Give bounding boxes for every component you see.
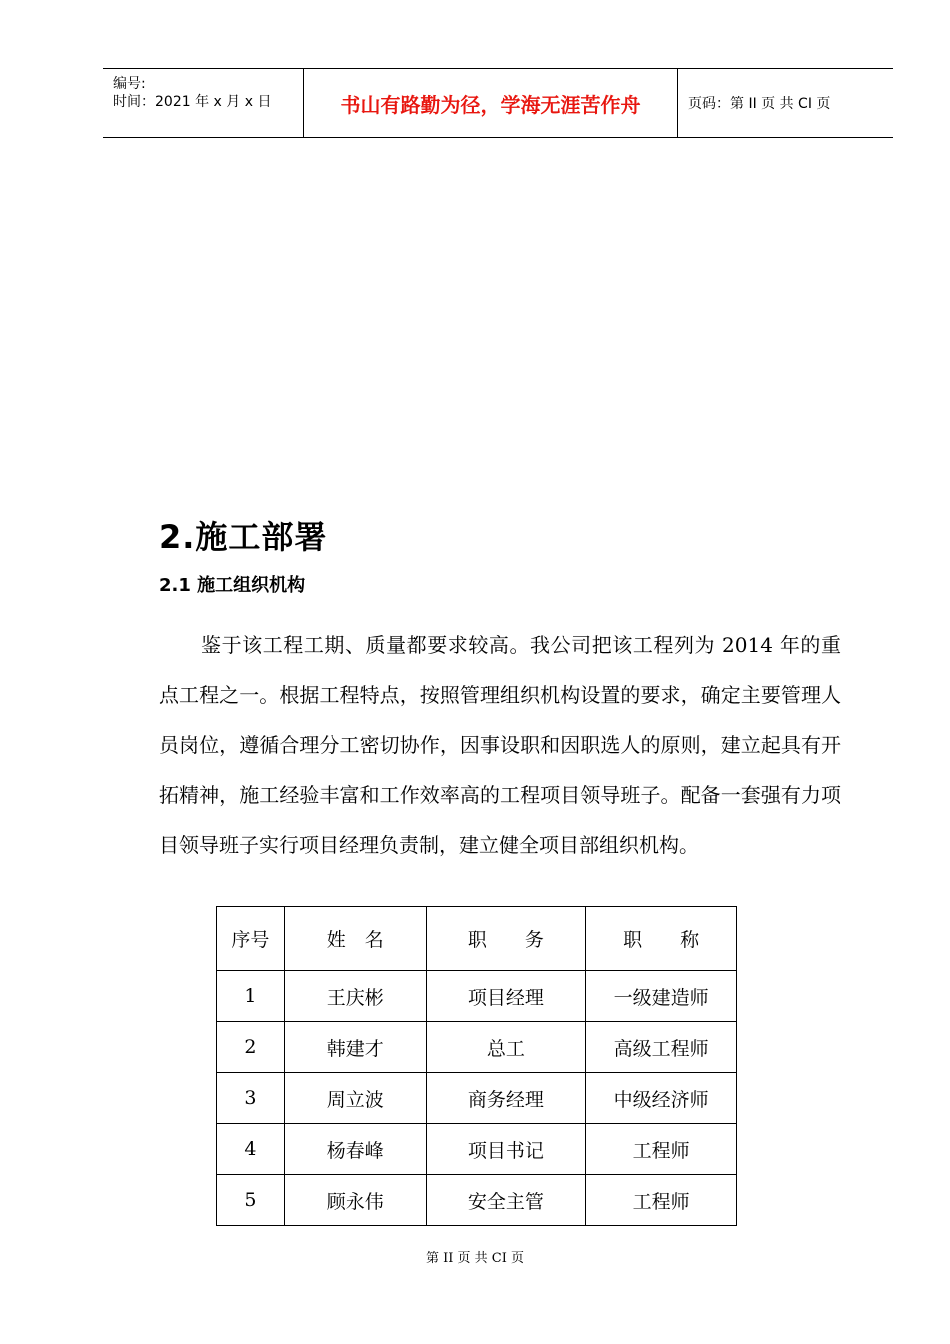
table-cell: 项目书记 (426, 1124, 586, 1175)
table-cell: 高级工程师 (586, 1022, 737, 1073)
table-cell: 总工 (426, 1022, 586, 1073)
table-row (217, 1124, 737, 1175)
table-row (217, 1022, 737, 1073)
table-header-row (217, 907, 737, 971)
header-time-label: 时间：2021 年 x 月 x 日 (113, 94, 272, 110)
table-cell: 4 (217, 1124, 285, 1175)
table-cell: 工程师 (586, 1175, 737, 1226)
table-cell: 工程师 (586, 1124, 737, 1175)
staff-table (216, 906, 737, 1226)
table-cell: 周立波 (284, 1073, 426, 1124)
header-number-label: 编号: (113, 76, 146, 92)
table-cell: 商务经理 (426, 1073, 586, 1124)
header-cell-name: 姓 名 (284, 907, 426, 971)
table-cell: 韩建才 (284, 1022, 426, 1073)
table-cell: 王庆彬 (284, 971, 426, 1022)
table-cell: 5 (217, 1175, 285, 1226)
table-cell: 安全主管 (426, 1175, 586, 1226)
table-cell: 1 (217, 971, 285, 1022)
table-row (217, 1073, 737, 1124)
section-subtitle: 2.1 施工组织机构 (159, 575, 306, 596)
header-cell-index: 序号 (217, 907, 285, 971)
table-cell: 3 (217, 1073, 285, 1124)
table-cell: 2 (217, 1022, 285, 1073)
header-meta (103, 69, 303, 137)
header-motto: 书山有路勤为径，学海无涯苦作舟 (340, 92, 641, 117)
table-row (217, 971, 737, 1022)
table-cell: 顾永伟 (284, 1175, 426, 1226)
header-page-label: 页码：第 II 页 共 CI 页 (688, 96, 831, 112)
table-cell: 杨春峰 (284, 1124, 426, 1175)
table-cell: 一级建造师 (586, 971, 737, 1022)
page-header (103, 68, 893, 138)
header-divider (677, 69, 678, 137)
table-cell: 中级经济师 (586, 1073, 737, 1124)
header-cell-position: 职 务 (426, 907, 586, 971)
table-row (217, 1175, 737, 1226)
page-footer: 第 II 页 共 CI 页 (425, 1251, 524, 1266)
body-paragraph: 鉴于该工程工期、质量都要求较高。我公司把该工程列为 2014 年的重点工程之一。根据工程特点，按照管理组织机构设置的要求，确定主要管理人员岗位，遵循合理分工密切协作，因事设职和因职选人的原则，建立起具有开拓精神，施工经验丰富和工作效率高的工程项目领导班子。配备一套强有力项目领导班子实行项目经理负责制，建立健全项目部组织机构。 (159, 633, 841, 857)
table-cell: 项目经理 (426, 971, 586, 1022)
section-title: 2.施工部署 (159, 518, 328, 556)
header-cell-title: 职 称 (586, 907, 737, 971)
